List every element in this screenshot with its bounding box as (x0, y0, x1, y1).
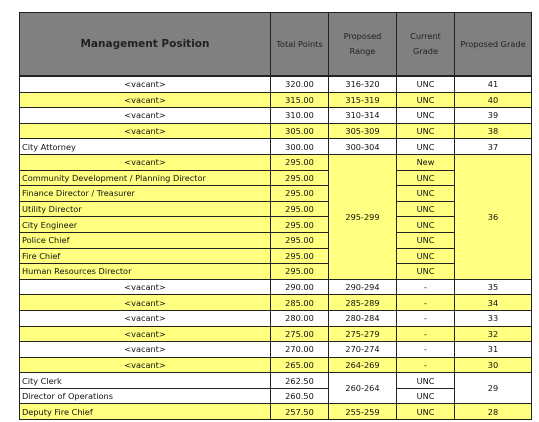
cell-points: 260.50 (271, 388, 329, 404)
cell-grade: UNC (397, 123, 455, 139)
cell-proposed-grade: 39 (455, 108, 532, 124)
cell-points: 262.50 (271, 373, 329, 389)
cell-points: 305.00 (271, 123, 329, 139)
cell-range: 255-259 (329, 404, 397, 420)
cell-grade: UNC (397, 373, 455, 389)
cell-position: <vacant> (20, 154, 271, 170)
cell-range: 310-314 (329, 108, 397, 124)
cell-range: 275-279 (329, 326, 397, 342)
cell-proposed-grade-merged: 36 (455, 154, 532, 279)
cell-position: <vacant> (20, 357, 271, 373)
cell-points: 265.00 (271, 357, 329, 373)
cell-position: <vacant> (20, 123, 271, 139)
cell-points: 295.00 (271, 232, 329, 248)
cell-grade: UNC (397, 92, 455, 108)
table-row (20, 342, 532, 358)
cell-points: 295.00 (271, 170, 329, 186)
cell-range: 264-269 (329, 357, 397, 373)
cell-range-merged: 295-299 (329, 154, 397, 279)
management-grade-table-container (19, 12, 532, 420)
cell-range: 285-289 (329, 295, 397, 311)
cell-range: 300-304 (329, 139, 397, 155)
cell-grade: - (397, 279, 455, 295)
cell-proposed-grade: 32 (455, 326, 532, 342)
cell-position: Fire Chief (20, 248, 271, 264)
cell-proposed-grade: 31 (455, 342, 532, 358)
cell-position: <vacant> (20, 108, 271, 124)
table-row (20, 295, 532, 311)
cell-grade: - (397, 326, 455, 342)
cell-range: 305-309 (329, 123, 397, 139)
table-row (20, 357, 532, 373)
cell-position: Deputy Fire Chief (20, 404, 271, 420)
cell-points: 300.00 (271, 139, 329, 155)
cell-range-merged: 260-264 (329, 373, 397, 404)
cell-grade: - (397, 342, 455, 358)
table-row (20, 92, 532, 108)
cell-grade: UNC (397, 186, 455, 202)
cell-proposed-grade: 37 (455, 139, 532, 155)
cell-grade: UNC (397, 404, 455, 420)
cell-range: 280-284 (329, 310, 397, 326)
cell-grade: UNC (397, 248, 455, 264)
cell-position: Finance Director / Treasurer (20, 186, 271, 202)
table-row (20, 310, 532, 326)
cell-points: 315.00 (271, 92, 329, 108)
header-current-grade: Current Grade (397, 13, 455, 77)
cell-points: 270.00 (271, 342, 329, 358)
cell-points: 295.00 (271, 154, 329, 170)
cell-grade: UNC (397, 108, 455, 124)
cell-proposed-grade: 35 (455, 279, 532, 295)
cell-points: 320.00 (271, 76, 329, 92)
cell-position: City Clerk (20, 373, 271, 389)
cell-grade: UNC (397, 139, 455, 155)
cell-points: 295.00 (271, 186, 329, 202)
cell-points: 275.00 (271, 326, 329, 342)
table-row (20, 154, 532, 170)
header-management-position: Management Position (20, 13, 271, 77)
cell-position: <vacant> (20, 342, 271, 358)
cell-points: 310.00 (271, 108, 329, 124)
cell-points: 295.00 (271, 248, 329, 264)
cell-position: Police Chief (20, 232, 271, 248)
cell-position: <vacant> (20, 279, 271, 295)
table-row (20, 326, 532, 342)
cell-position: <vacant> (20, 310, 271, 326)
table-row (20, 76, 532, 92)
cell-proposed-grade: 33 (455, 310, 532, 326)
cell-position: City Engineer (20, 217, 271, 233)
cell-position: Community Development / Planning Director (20, 170, 271, 186)
cell-grade: UNC (397, 388, 455, 404)
table-row (20, 108, 532, 124)
cell-grade: UNC (397, 201, 455, 217)
cell-grade: UNC (397, 264, 455, 280)
cell-grade: - (397, 357, 455, 373)
cell-proposed-grade-merged: 29 (455, 373, 532, 404)
cell-points: 295.00 (271, 264, 329, 280)
cell-range: 290-294 (329, 279, 397, 295)
cell-range: 270-274 (329, 342, 397, 358)
cell-position: Utility Director (20, 201, 271, 217)
cell-grade: UNC (397, 76, 455, 92)
cell-position: <vacant> (20, 326, 271, 342)
cell-proposed-grade: 28 (455, 404, 532, 420)
table-header-row (20, 13, 532, 77)
cell-position: Director of Operations (20, 388, 271, 404)
cell-grade: - (397, 310, 455, 326)
cell-points: 280.00 (271, 310, 329, 326)
table-row (20, 373, 532, 389)
cell-points: 295.00 (271, 217, 329, 233)
cell-grade: UNC (397, 217, 455, 233)
cell-position: <vacant> (20, 76, 271, 92)
cell-grade: - (397, 295, 455, 311)
cell-proposed-grade: 38 (455, 123, 532, 139)
header-proposed-grade: Proposed Grade (455, 13, 532, 77)
table-row (20, 123, 532, 139)
cell-position: <vacant> (20, 295, 271, 311)
cell-grade: UNC (397, 170, 455, 186)
cell-range: 315-319 (329, 92, 397, 108)
table-row (20, 404, 532, 420)
cell-proposed-grade: 30 (455, 357, 532, 373)
cell-proposed-grade: 41 (455, 76, 532, 92)
cell-proposed-grade: 40 (455, 92, 532, 108)
cell-points: 257.50 (271, 404, 329, 420)
cell-points: 285.00 (271, 295, 329, 311)
table-row (20, 279, 532, 295)
cell-points: 295.00 (271, 201, 329, 217)
cell-grade: UNC (397, 232, 455, 248)
cell-proposed-grade: 34 (455, 295, 532, 311)
cell-position: Human Resources Director (20, 264, 271, 280)
table-row (20, 139, 532, 155)
cell-points: 290.00 (271, 279, 329, 295)
cell-position: <vacant> (20, 92, 271, 108)
cell-grade: New (397, 154, 455, 170)
header-total-points: Total Points (271, 13, 329, 77)
cell-position: City Attorney (20, 139, 271, 155)
cell-range: 316-320 (329, 76, 397, 92)
header-proposed-range: Proposed Range (329, 13, 397, 77)
management-grade-table (19, 12, 532, 420)
